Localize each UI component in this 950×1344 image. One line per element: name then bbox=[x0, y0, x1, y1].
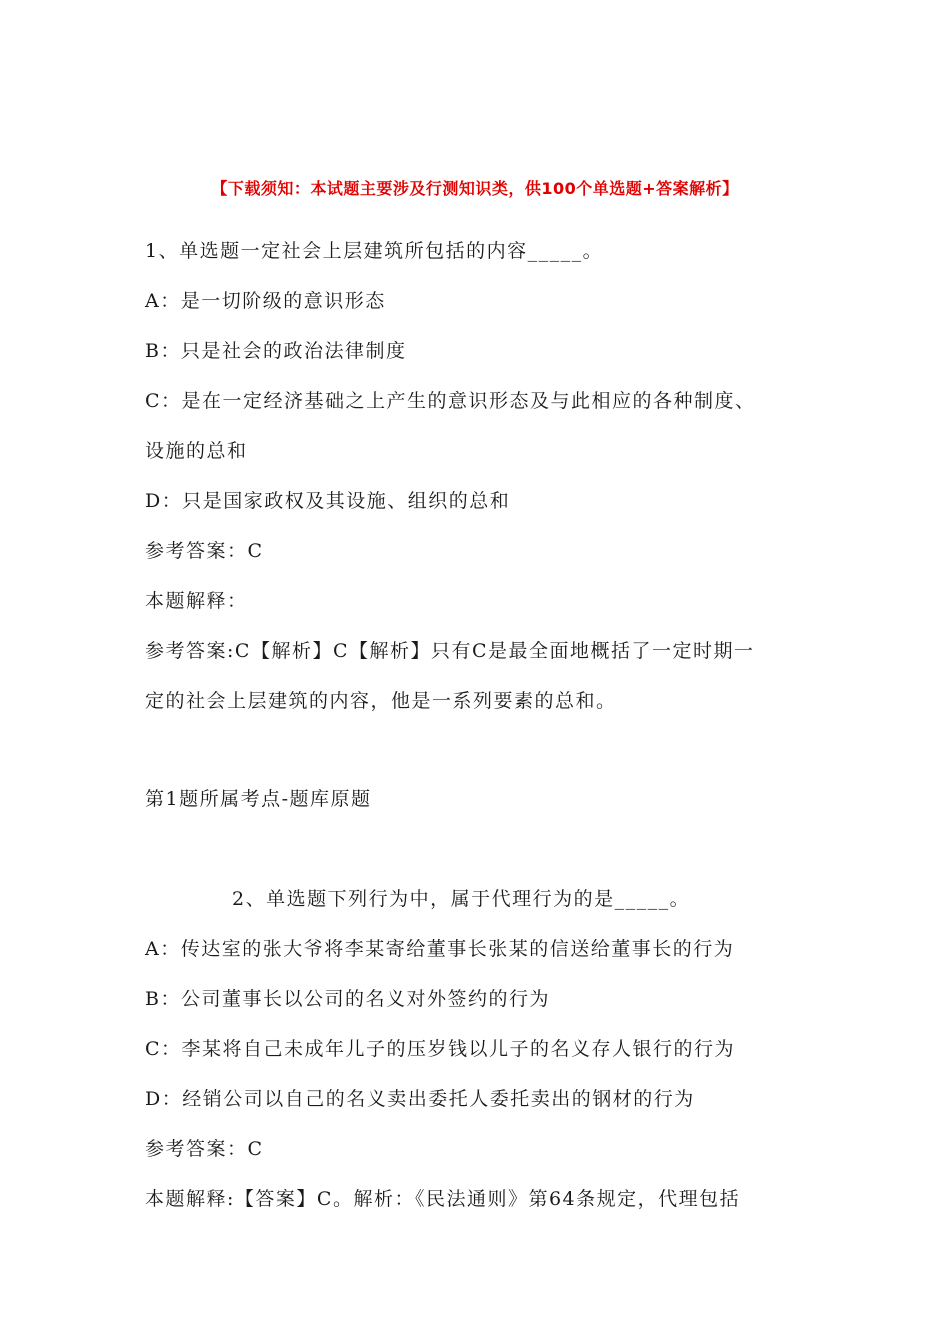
q1-topic: 第1题所属考点-题库原题 bbox=[145, 788, 372, 810]
q1-explain-line2: 定的社会上层建筑的内容，他是一系列要素的总和。 bbox=[145, 690, 617, 712]
q1-option-c-line1: C：是在一定经济基础之上产生的意识形态及与此相应的各种制度、 bbox=[145, 390, 756, 412]
q1-explain-label: 本题解释： bbox=[145, 590, 248, 612]
q2-option-d: D：经销公司以自己的名义卖出委托人委托卖出的钢材的行为 bbox=[145, 1088, 695, 1110]
q1-option-b: B：只是社会的政治法律制度 bbox=[145, 340, 407, 362]
q2-question: 2、单选题下列行为中，属于代理行为的是_____。 bbox=[232, 888, 691, 910]
q1-option-d: D：只是国家政权及其设施、组织的总和 bbox=[145, 490, 511, 512]
download-notice: 【下载须知：本试题主要涉及行测知识类，供100个单选题+答案解析】 bbox=[211, 179, 739, 198]
q2-answer: 参考答案：C bbox=[145, 1138, 264, 1160]
q1-answer: 参考答案：C bbox=[145, 540, 264, 562]
q1-question: 1、单选题一定社会上层建筑所包括的内容_____。 bbox=[145, 240, 604, 262]
q2-option-c: C：李某将自己未成年儿子的压岁钱以儿子的名义存人银行的行为 bbox=[145, 1038, 736, 1060]
q1-explain-line1: 参考答案:C【解析】C【解析】只有C是最全面地概括了一定时期一 bbox=[145, 640, 755, 662]
q1-option-a: A：是一切阶级的意识形态 bbox=[145, 290, 386, 312]
q2-option-a: A：传达室的张大爷将李某寄给董事长张某的信送给董事长的行为 bbox=[145, 938, 735, 960]
q2-explain-line1: 本题解释:【答案】C。解析：《民法通则》第64条规定，代理包括 bbox=[145, 1188, 741, 1210]
q2-option-b: B：公司董事长以公司的名义对外签约的行为 bbox=[145, 988, 550, 1010]
q1-option-c-line2: 设施的总和 bbox=[145, 440, 248, 462]
